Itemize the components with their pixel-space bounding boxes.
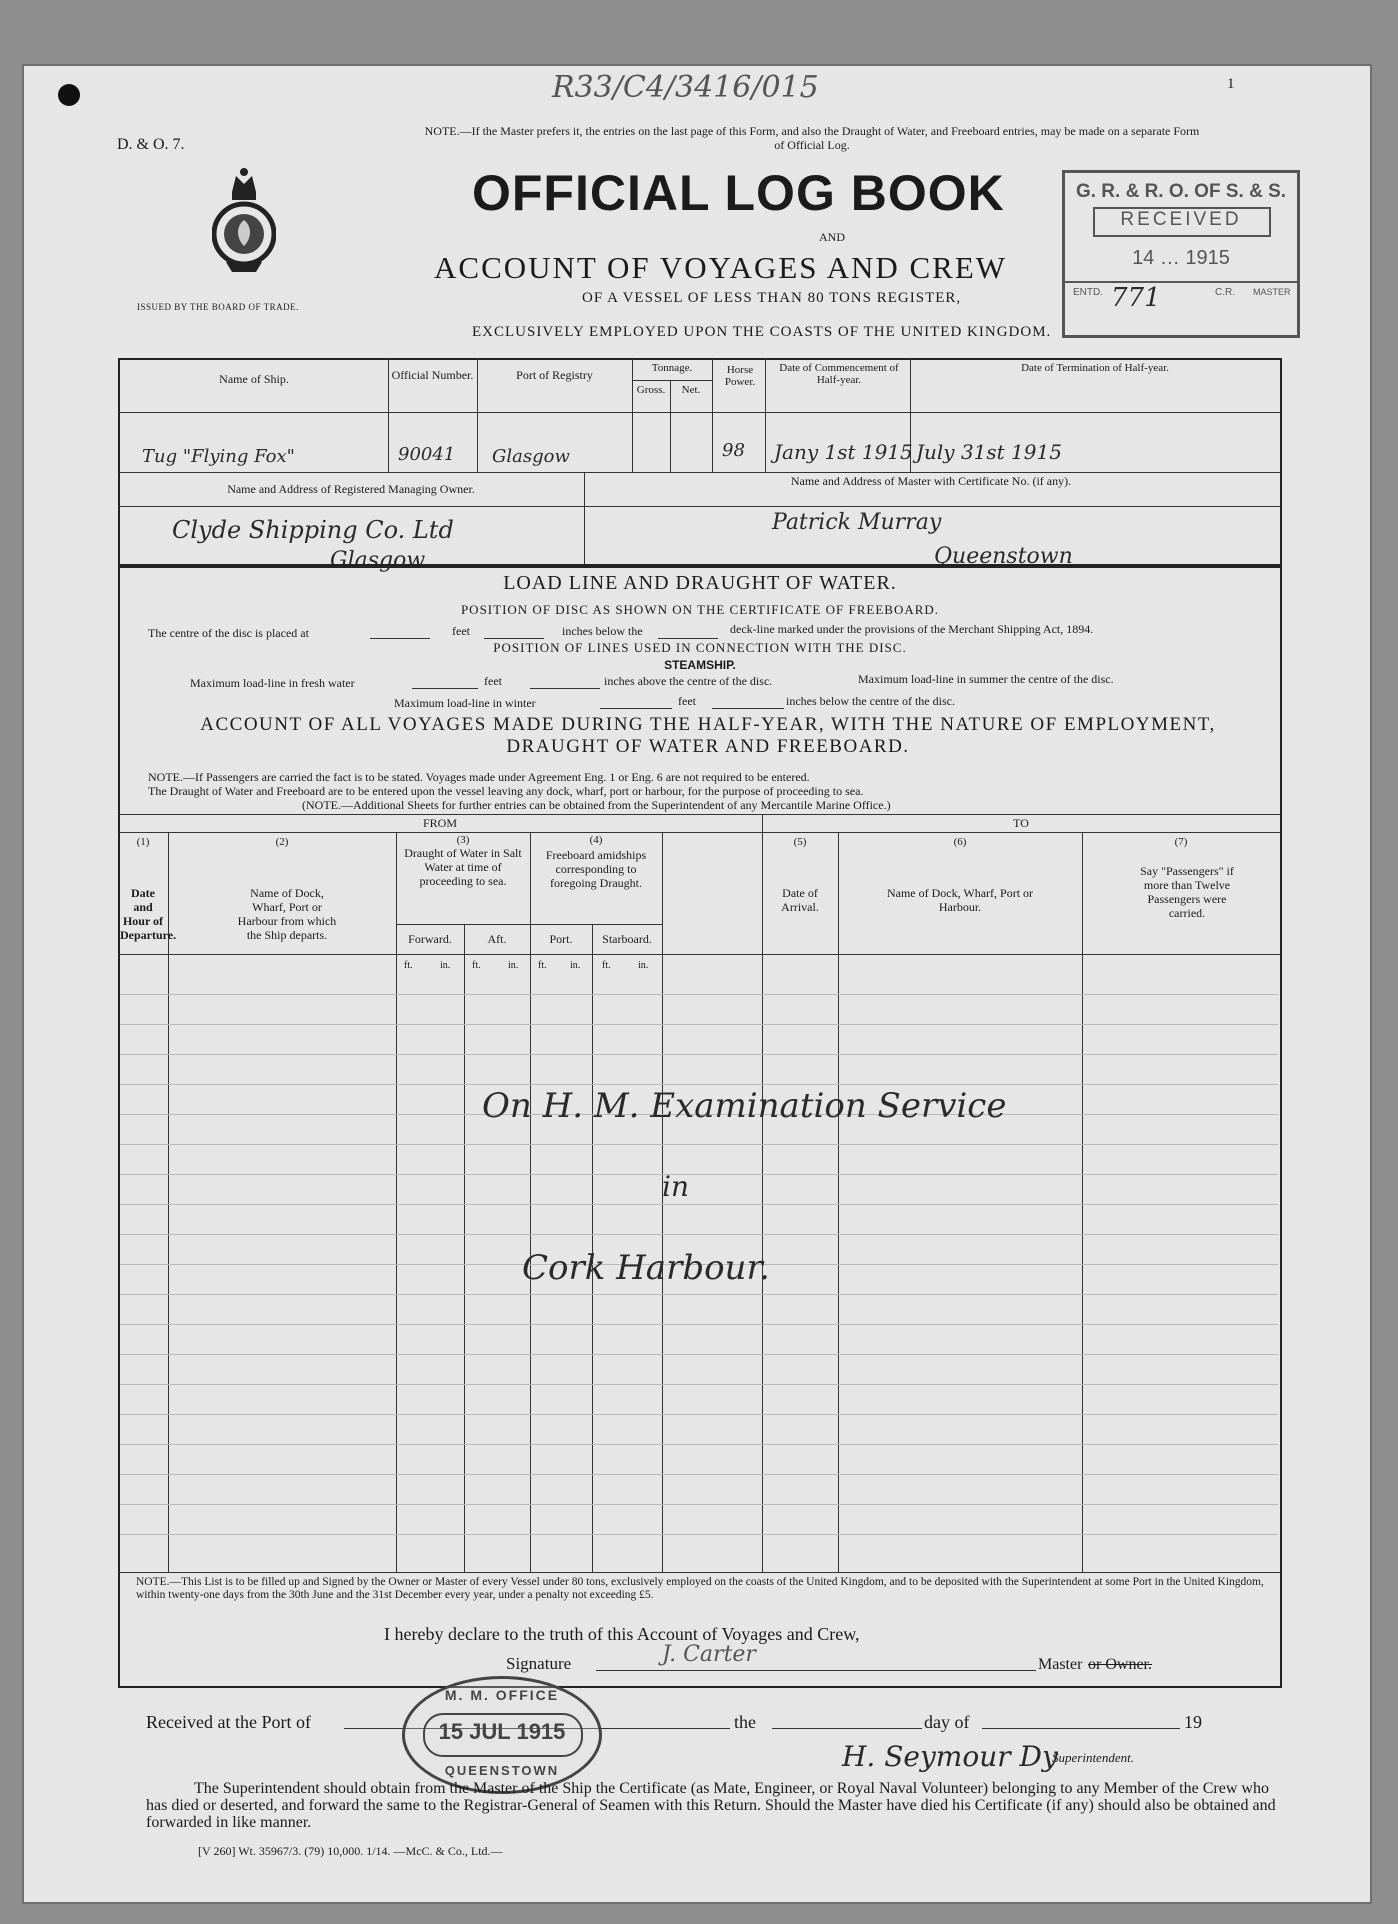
page-subtitle: ACCOUNT OF VOYAGES AND CREW	[434, 250, 1008, 285]
crest-icon	[212, 162, 276, 290]
sub-port: Port.	[549, 932, 573, 946]
printer-imprint: [V 260] Wt. 35967/3. (79) 10,000. 1/14. —McC. & Co., Ltd.—	[198, 1844, 503, 1858]
sub-starboard: Starboard.	[602, 932, 652, 946]
unit-ft: ft.	[404, 960, 413, 971]
unit-ft: ft.	[472, 960, 481, 971]
form-code: D. & O. 7.	[117, 136, 185, 153]
title-and: AND	[819, 230, 845, 244]
col4-label: Freeboard amidships corresponding to foregoing Draught.	[545, 848, 647, 890]
lines-title: POSITION OF LINES USED IN CONNECTION WITH THE DISC.	[493, 640, 907, 655]
col2-label: Name of Dock, Wharf, Port or Harbour from which the Ship departs.	[237, 886, 337, 942]
office-stamp-name: M. M. OFFICE	[444, 1687, 560, 1703]
unit-in: in.	[570, 960, 581, 971]
sub-forward: Forward.	[408, 932, 452, 946]
received-stamp	[1062, 170, 1300, 338]
or-owner: or Owner.	[1088, 1656, 1152, 1673]
winter-text-b: feet	[678, 694, 696, 708]
received-at-port: Received at the Port of	[146, 1712, 311, 1732]
subtitle-line1: OF A VESSEL OF LESS THAN 80 TONS REGISTER,	[582, 290, 962, 306]
winter-text-a: Maximum load-line in winter	[394, 696, 536, 710]
ship-name: Tug "Flying Fox"	[142, 446, 295, 467]
superintendent-paragraph: The Superintendent should obtain from the Master of the Ship the Certificate (as Mate, Engineer, or Royal Naval Volunteer) belonging to any Member of the Crew who has died or deserted, and forward the same to the Registrar-General of Seamen with this Return. Should the Master have died his Certificate (if any) should also be obtained and forwarded in like manner.	[146, 1780, 1276, 1831]
voyage-entry-line3: Cork Harbour.	[522, 1248, 770, 1288]
master-address: Queenstown	[934, 544, 1073, 569]
stamp-number: 771	[1111, 283, 1161, 313]
account-note3: (NOTE.—Additional Sheets for further entries can be obtained from the Superintendent of any Mercantile Marine Office.)	[302, 798, 891, 812]
to-header: TO	[1013, 816, 1029, 830]
stamp-cr: C.R.	[1215, 287, 1235, 298]
received-year: 19	[1184, 1712, 1202, 1732]
col-gross: Gross.	[636, 384, 666, 396]
footer-note: NOTE.—This List is to be filled up and Signed by the Owner or Master of every Vessel under 80 tons, exclusively employed on the coasts of the United Kingdom, and to be deposited with the Superintendent at some Port in the United Kingdom, within twenty-one days from the 30th June and the 31st December every year, under a penalty not exceeding £5.	[136, 1576, 1264, 1601]
office-stamp-place: QUEENSTOWN	[444, 1763, 560, 1778]
col1-number: (1)	[136, 836, 150, 848]
unit-ft: ft.	[602, 960, 611, 971]
col-net: Net.	[681, 384, 701, 396]
disc-text-c: inches below the	[562, 624, 643, 638]
stamp-master: MASTER	[1253, 287, 1291, 297]
col7-number: (7)	[1174, 836, 1188, 848]
col4-number: (4)	[589, 834, 603, 846]
from-header: FROM	[422, 816, 457, 830]
signature: J. Carter	[662, 1642, 756, 1667]
col5-number: (5)	[793, 836, 807, 848]
col-name-of-ship: Name of Ship.	[219, 372, 289, 386]
master-name: Patrick Murray	[772, 510, 942, 535]
archive-reference: R33/C4/3416/015	[552, 70, 819, 105]
owner-name: Clyde Shipping Co. Ltd	[172, 516, 454, 544]
disc-text-b: feet	[452, 624, 470, 638]
disc-text-a: The centre of the disc is placed at	[148, 626, 309, 640]
signature-label: Signature	[506, 1654, 572, 1673]
fresh-text-b: feet	[484, 674, 502, 688]
header-note: NOTE.—If the Master prefers it, the entries on the last page of this Form, and also the Draught of Water, and Freeboard entries, may be made on a separate Form of Official Log.	[424, 124, 1200, 152]
master-label: Name and Address of Master with Certificate No. (if any).	[790, 474, 1072, 488]
master-label-sign: Master	[1038, 1656, 1083, 1673]
office-stamp	[402, 1676, 602, 1794]
col-commencement: Date of Commencement of Half-year.	[779, 362, 899, 386]
page-title: OFFICIAL LOG BOOK	[472, 165, 1005, 221]
unit-in: in.	[638, 960, 649, 971]
unit-ft: ft.	[538, 960, 547, 971]
port-of-registry: Glasgow	[492, 446, 570, 467]
account-note2: The Draught of Water and Freeboard are to be entered upon the vessel leaving any dock, wharf, port or harbour, for the purpose of proceeding to sea.	[148, 784, 864, 798]
fresh-text-a: Maximum load-line in fresh water	[190, 676, 355, 690]
horse-power: 98	[722, 440, 745, 461]
disc-text-d: deck-line marked under the provisions of the Merchant Shipping Act, 1894.	[730, 622, 1094, 636]
subtitle-line2: EXCLUSIVELY EMPLOYED UPON THE COASTS OF THE UNITED KINGDOM.	[472, 324, 1052, 340]
unit-in: in.	[440, 960, 451, 971]
termination-date: July 31st 1915	[916, 440, 1062, 464]
account-note1: NOTE.—If Passengers are carried the fact is to be stated. Voyages made under Agreement Eng. 1 or Eng. 6 are not required to be entered.	[148, 770, 810, 784]
col1-label: Date and Hour of Departure.	[120, 886, 177, 942]
superintendent-signature: H. Seymour Dy	[842, 1740, 1058, 1773]
col3-label: Draught of Water in Salt Water at time of proceeding to sea.	[404, 846, 522, 888]
voyage-entry-line2: in	[662, 1170, 689, 1203]
punch-hole	[58, 84, 80, 106]
stamp-date: 14 … 1915	[1132, 247, 1230, 269]
steamship-label: STEAMSHIP.	[664, 658, 736, 672]
received-the: the	[734, 1712, 756, 1732]
col-horse-power: Horse Power.	[724, 364, 756, 388]
stamp-entd: ENTD.	[1073, 287, 1103, 298]
disc-title: POSITION OF DISC AS SHOWN ON THE CERTIFICATE OF FREEBOARD.	[460, 602, 940, 617]
col-official-number: Official Number.	[391, 368, 474, 382]
col6-label: Name of Dock, Wharf, Port or Harbour.	[886, 886, 1034, 914]
fresh-text-c: inches above the centre of the disc.	[604, 674, 773, 688]
owner-address: Glasgow	[330, 548, 426, 573]
stamp-top: G. R. & R. O. OF S. & S.	[1075, 181, 1287, 202]
voyage-entry-line1: On H. M. Examination Service	[482, 1086, 1007, 1126]
load-line-title: LOAD LINE AND DRAUGHT OF WATER.	[503, 572, 897, 594]
unit-in: in.	[508, 960, 519, 971]
col5-label: Date of Arrival.	[781, 886, 819, 914]
official-number: 90041	[398, 444, 456, 465]
commencement-date: Jany 1st 1915	[774, 440, 913, 464]
account-title: ACCOUNT OF ALL VOYAGES MADE DURING THE HALF-YEAR, WITH THE NATURE OF EMPLOYMENT, DRAUGHT OF WATER AND FREEBOARD.	[200, 714, 1216, 757]
col-termination: Date of Termination of Half-year.	[1021, 362, 1169, 374]
stamp-received: RECEIVED	[1120, 209, 1242, 230]
page-number: 1	[1227, 76, 1235, 92]
col2-number: (2)	[275, 836, 289, 848]
winter-text-c: inches below the centre of the disc.	[786, 694, 955, 708]
summer-text: Maximum load-line in summer the centre of the disc.	[858, 672, 1114, 686]
col3-number: (3)	[456, 834, 470, 846]
issued-by: ISSUED BY THE BOARD OF TRADE.	[137, 302, 299, 312]
declaration: I hereby declare to the truth of this Account of Voyages and Crew,	[384, 1624, 860, 1644]
col6-number: (6)	[953, 836, 967, 848]
col-port-of-registry: Port of Registry	[516, 368, 593, 382]
office-stamp-date: 15 JUL 1915	[438, 1719, 566, 1744]
received-day-of: day of	[924, 1712, 970, 1732]
superintendent-label: Superintendent.	[1052, 1750, 1134, 1765]
sub-aft: Aft.	[487, 932, 507, 946]
col7-label: Say "Passengers" if more than Twelve Passengers were carried.	[1140, 864, 1234, 920]
log-book-page	[22, 64, 1372, 1904]
col-tonnage: Tonnage.	[651, 362, 693, 374]
owner-label: Name and Address of Registered Managing Owner.	[227, 482, 475, 496]
